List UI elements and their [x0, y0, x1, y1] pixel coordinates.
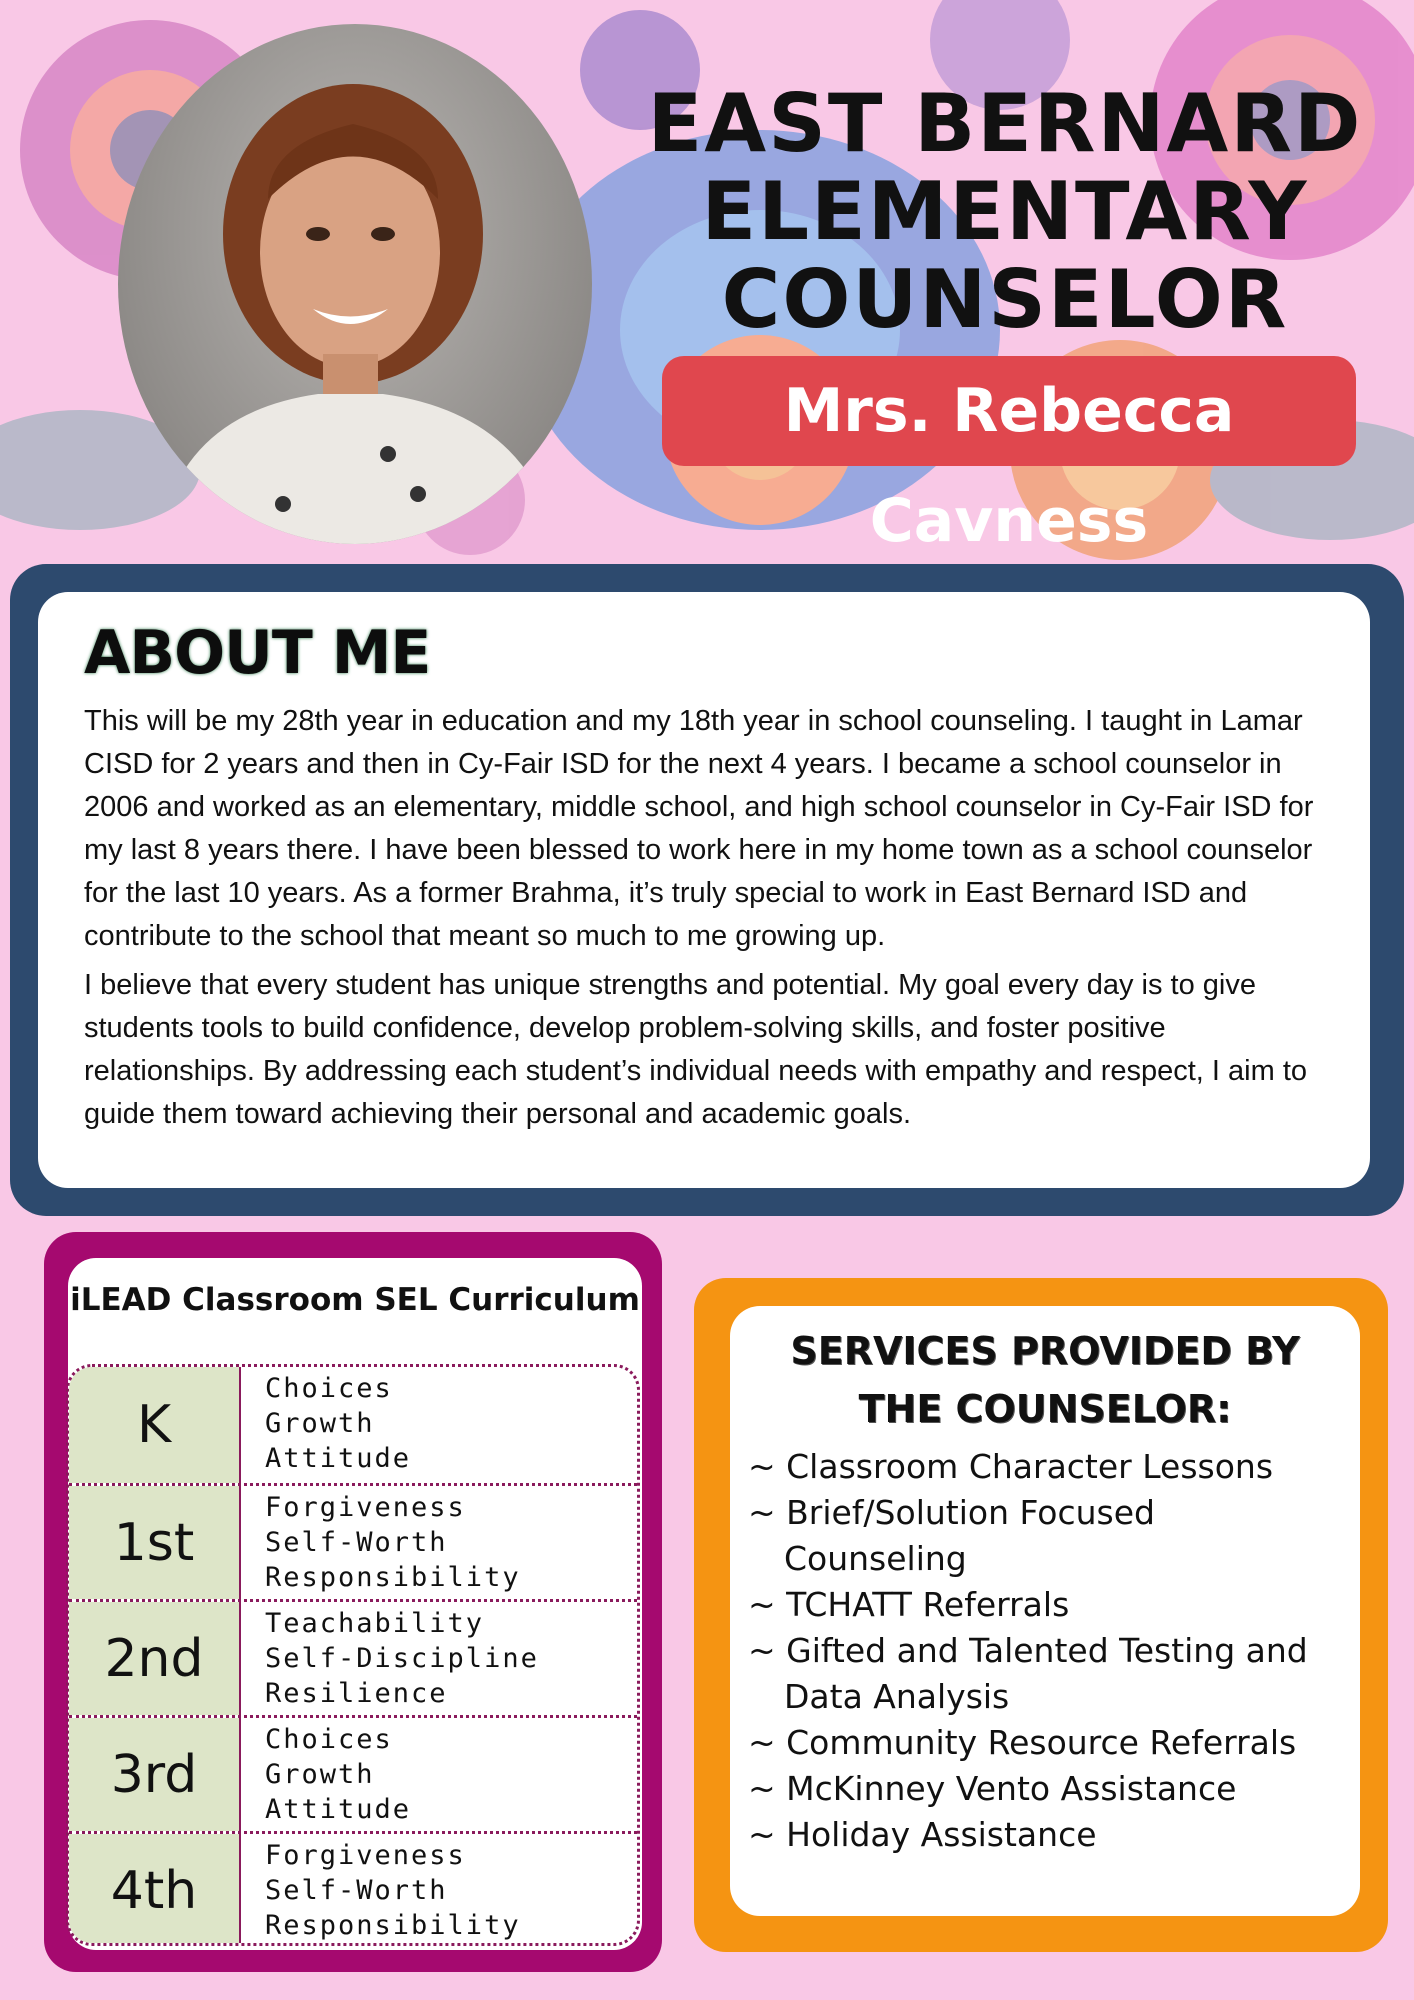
- sel-grade: 1st: [69, 1486, 241, 1599]
- sel-values: [265, 1371, 635, 1476]
- counselor-name-badge: Mrs. Rebecca Cavness: [662, 356, 1356, 466]
- service-item: ~ Holiday Assistance: [748, 1812, 1348, 1858]
- sel-row: [69, 1831, 637, 1946]
- sel-value: Self-Worth: [265, 1875, 448, 1906]
- title-line-2: ELEMENTARY: [701, 165, 1309, 258]
- sel-value: Choices: [265, 1373, 393, 1404]
- about-heading: ABOUT ME: [84, 618, 431, 688]
- services-heading: [730, 1322, 1360, 1438]
- title-line-3: COUNSELOR: [721, 253, 1289, 346]
- sel-row: [69, 1367, 637, 1483]
- sel-value: Teachability: [265, 1608, 485, 1639]
- sel-value: Responsibility: [265, 1910, 521, 1941]
- sel-value: Forgiveness: [265, 1840, 466, 1871]
- sel-value: Self-Worth: [265, 1527, 448, 1558]
- services-list: [748, 1444, 1348, 1858]
- sel-values: [265, 1838, 635, 1943]
- sel-value: Attitude: [265, 1443, 412, 1474]
- sel-grade: 3rd: [69, 1718, 241, 1831]
- sel-value: Responsibility: [265, 1562, 521, 1593]
- service-item: ~ TCHATT Referrals: [748, 1582, 1348, 1628]
- sel-grade: 4th: [69, 1834, 241, 1946]
- title-line-1: EAST BERNARD: [647, 77, 1363, 170]
- sel-value: Forgiveness: [265, 1492, 466, 1523]
- service-item: ~ Gifted and Talented Testing and Data Analysis: [748, 1628, 1348, 1720]
- sel-row: [69, 1483, 637, 1599]
- sel-grade: 2nd: [69, 1602, 241, 1715]
- sel-value: Growth: [265, 1408, 375, 1439]
- service-item: ~ Community Resource Referrals: [748, 1720, 1348, 1766]
- sel-values: [265, 1606, 635, 1711]
- sel-row: [69, 1599, 637, 1715]
- page-title: [640, 77, 1370, 346]
- service-item: ~ Classroom Character Lessons: [748, 1444, 1348, 1490]
- service-item: ~ Brief/Solution Focused Counseling: [748, 1490, 1348, 1582]
- about-paragraph-1: This will be my 28th year in education and my 18th year in school counseling. I taught in Lamar CISD for 2 years and then in Cy-Fair ISD for the next 4 years. I became a school counselor in 2006 and worked as an elementary, middle school, and high school counselor in Cy-Fair ISD for my last 8 years there. I have been blessed to work here in my home town as a school counselor for the last 10 years. As a former Brahma, it’s truly special to work in East Bernard ISD and contribute to the school that meant so much to me growing up.: [84, 705, 1314, 952]
- sel-values: [265, 1722, 635, 1827]
- sel-value: Resilience: [265, 1678, 448, 1709]
- sel-values: [265, 1490, 635, 1595]
- sel-row: [69, 1715, 637, 1831]
- sel-value: Growth: [265, 1759, 375, 1790]
- sel-value: Attitude: [265, 1794, 412, 1825]
- sel-grade: K: [69, 1367, 241, 1483]
- services-heading-line-2: THE COUNSELOR:: [858, 1387, 1232, 1431]
- sel-value: Self-Discipline: [265, 1643, 539, 1674]
- counselor-photo: [118, 24, 592, 544]
- sel-table: [66, 1364, 640, 1946]
- sel-value: Choices: [265, 1724, 393, 1755]
- service-item: ~ McKinney Vento Assistance: [748, 1766, 1348, 1812]
- services-heading-line-1: SERVICES PROVIDED BY: [790, 1329, 1300, 1373]
- about-text: [84, 700, 1314, 1142]
- about-paragraph-2: I believe that every student has unique strengths and potential. My goal every day is to give students tools to build confidence, develop problem-solving skills, and foster positive relationships. By addressing each student’s individual needs with empathy and respect, I aim to guide them toward achieving their personal and academic goals.: [84, 969, 1307, 1130]
- sel-heading: iLEAD Classroom SEL Curriculum: [70, 1282, 640, 1318]
